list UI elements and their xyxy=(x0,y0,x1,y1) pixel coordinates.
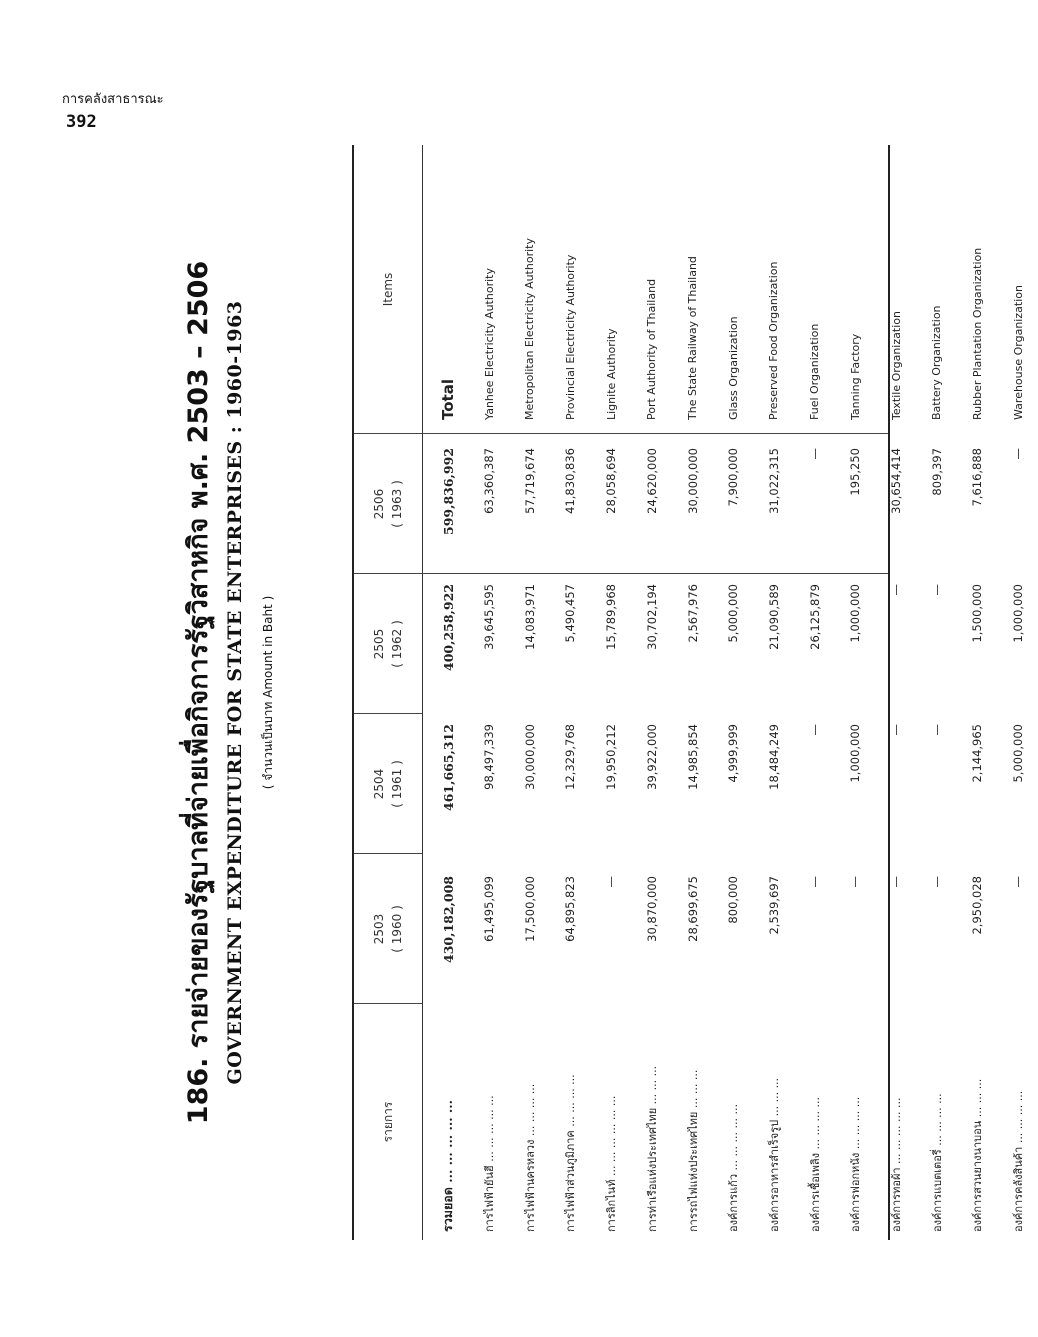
column-header-items-english xyxy=(354,145,422,434)
value-cell: 64,895,823 xyxy=(563,876,578,942)
column-header-year-be: 2504 xyxy=(372,768,386,800)
value-cell: 24,620,000 xyxy=(644,448,659,514)
table-row xyxy=(713,145,754,1240)
row-label-english: Preserved Food Organization xyxy=(767,261,781,420)
value-cell: 12,329,768 xyxy=(563,724,578,790)
row-label-thai: การรถไฟแห่งประเทศไทย ... ... ... xyxy=(686,1069,700,1232)
row-label-thai: องค์การเชื้อเพลิง ... ... ... ... xyxy=(808,1097,822,1232)
value-cell: 2,539,697 xyxy=(766,876,781,935)
column-header-label: Items xyxy=(381,272,395,307)
table-titles xyxy=(176,145,341,1240)
value-cell: 1,000,000 xyxy=(1011,584,1026,643)
table-row xyxy=(632,145,673,1240)
row-label-english: Glass Organization xyxy=(726,316,740,420)
column-header-1963 xyxy=(354,434,422,574)
value-cell: 30,702,194 xyxy=(644,584,659,650)
value-cell: 57,719,674 xyxy=(522,448,537,514)
value-cell: 5,000,000 xyxy=(1011,724,1026,783)
value-cell: 31,022,315 xyxy=(766,448,781,514)
expenditure-table xyxy=(352,145,1026,1240)
value-cell: 30,870,000 xyxy=(644,876,659,942)
table-unit-note: ( จำนวนเป็นบาท Amount in Baht ) xyxy=(261,595,275,790)
value-cell: — xyxy=(889,876,904,888)
column-divider xyxy=(354,1003,422,1004)
value-cell: 14,083,971 xyxy=(522,584,537,650)
table-row xyxy=(957,145,998,1240)
value-cell: — xyxy=(889,724,904,736)
column-header-year-ad: ( 1962 ) xyxy=(390,620,404,668)
value-cell: 63,360,387 xyxy=(482,448,497,514)
table-row xyxy=(916,145,957,1240)
value-cell: 14,985,854 xyxy=(685,724,700,790)
value-cell: 98,497,339 xyxy=(482,724,497,790)
value-cell: 30,000,000 xyxy=(685,448,700,514)
row-label-thai: การไฟฟ้ายันฮี ... ... ... ... ... xyxy=(483,1095,497,1232)
row-label-thai: การไฟฟ้าส่วนภูมิภาค ... ... ... ... xyxy=(564,1074,578,1232)
page-number: 392 xyxy=(66,112,97,132)
row-label-thai: การท่าเรือแห่งประเทศไทย ... ... ... xyxy=(645,1065,659,1232)
value-cell: 17,500,000 xyxy=(522,876,537,942)
value-cell: — xyxy=(929,876,944,888)
row-label-thai: องค์การแบตเตอรี่ ... ... ... ... xyxy=(930,1093,944,1232)
value-cell: 28,058,694 xyxy=(604,448,619,514)
value-cell: 30,654,414 xyxy=(889,448,904,514)
row-label-english: Rubber Plantation Organization xyxy=(970,247,984,420)
value-cell: 61,495,099 xyxy=(482,876,497,942)
value-cell: 5,000,000 xyxy=(726,584,741,643)
row-label-english: Fuel Organization xyxy=(808,323,822,420)
column-header-year-ad: ( 1960 ) xyxy=(390,905,404,953)
row-label-thai: องค์การสวนยางนาบอน ... ... ... xyxy=(971,1078,985,1232)
row-label-english: Warehouse Organization xyxy=(1011,285,1025,420)
value-cell: — xyxy=(929,584,944,596)
column-header-label: รายการ xyxy=(381,1101,395,1143)
value-cell: — xyxy=(929,724,944,736)
table-row xyxy=(509,145,550,1240)
column-header-1960 xyxy=(354,854,422,1004)
table-row xyxy=(550,145,591,1240)
table-row xyxy=(835,145,876,1240)
value-cell: 1,000,000 xyxy=(848,584,863,643)
value-cell: 461,665,312 xyxy=(440,724,456,811)
row-label-thai: องค์การอาหารสำเร็จรูป ... ... ... xyxy=(767,1077,781,1232)
value-cell: 21,090,589 xyxy=(766,584,781,650)
value-cell: 1,500,000 xyxy=(970,584,985,643)
value-cell: 30,000,000 xyxy=(522,724,537,790)
row-label-english: Metropolitan Electricity Authority xyxy=(523,238,537,420)
value-cell: 28,699,675 xyxy=(685,876,700,942)
column-header-year-be: 2503 xyxy=(372,913,386,945)
table-row xyxy=(672,145,713,1240)
value-cell: — xyxy=(807,448,822,460)
row-label-english: Total xyxy=(439,379,458,420)
value-cell: 599,836,992 xyxy=(440,448,456,535)
table-row-total xyxy=(428,145,469,1240)
value-cell: — xyxy=(1011,448,1026,460)
column-divider xyxy=(354,713,422,714)
value-cell: 809,397 xyxy=(929,448,944,496)
value-cell: 7,616,888 xyxy=(970,448,985,507)
value-cell: — xyxy=(889,584,904,596)
value-cell: 19,950,212 xyxy=(604,724,619,790)
table-row xyxy=(998,145,1038,1240)
table-row xyxy=(754,145,795,1240)
column-header-year-ad: ( 1961 ) xyxy=(390,760,404,808)
value-cell: — xyxy=(604,876,619,888)
row-label-english: Lignite Authority xyxy=(604,328,618,420)
table-row xyxy=(469,145,510,1240)
row-label-thai: องค์การทอผ้า ... ... ... ... ... xyxy=(890,1097,904,1232)
page-header: การคลังสาธารณะ xyxy=(62,92,164,107)
row-label-english: Battery Organization xyxy=(930,305,944,420)
value-cell: 2,144,965 xyxy=(970,724,985,783)
table-row xyxy=(591,145,632,1240)
value-cell: — xyxy=(1011,876,1026,888)
value-cell: — xyxy=(848,876,863,888)
value-cell: 400,258,922 xyxy=(440,584,456,671)
value-cell: 4,999,999 xyxy=(726,724,741,783)
value-cell: 430,182,008 xyxy=(440,876,456,963)
table-title-thai: 186. รายจ่ายของรัฐบาลที่จ่ายเพื่อกิจการรัฐวิสาหกิจ พ.ศ. 2503 – 2506 xyxy=(183,260,214,1125)
row-label-english: The State Railway of Thailand xyxy=(686,256,700,420)
row-label-thai: รวมยอด ... ... ... ... ... xyxy=(440,1100,456,1232)
value-cell: 195,250 xyxy=(848,448,863,496)
row-label-english: Tanning Factory xyxy=(848,333,862,420)
column-header-1961 xyxy=(354,714,422,854)
value-cell: — xyxy=(807,876,822,888)
column-header-year-be: 2505 xyxy=(372,628,386,660)
value-cell: 2,950,028 xyxy=(970,876,985,935)
value-cell: 2,567,976 xyxy=(685,584,700,643)
value-cell: — xyxy=(807,724,822,736)
row-label-thai: การไฟฟ้านครหลวง ... ... ... ... xyxy=(523,1083,537,1232)
row-label-english: Provincial Electricity Authority xyxy=(563,254,577,420)
row-label-thai: องค์การฟอกหนัง ... ... ... ... xyxy=(849,1096,863,1232)
value-cell: 26,125,879 xyxy=(807,584,822,650)
value-cell: 39,645,595 xyxy=(482,584,497,650)
row-label-english: Yanhee Electricity Authority xyxy=(482,268,496,420)
value-cell: 5,490,457 xyxy=(563,584,578,643)
row-label-thai: การลิกไนท์ ... ... ... ... ... ... xyxy=(605,1095,619,1232)
column-header-year-ad: ( 1963 ) xyxy=(390,480,404,528)
rotated-table-block xyxy=(176,145,1026,1240)
row-label-thai: องค์การคลังสินค้า ... ... ... ... xyxy=(1012,1090,1026,1232)
table-row xyxy=(794,145,835,1240)
header-rule xyxy=(422,145,423,1240)
value-cell: 800,000 xyxy=(726,876,741,924)
column-header-1962 xyxy=(354,574,422,714)
value-cell: 39,922,000 xyxy=(644,724,659,790)
value-cell: 18,484,249 xyxy=(766,724,781,790)
column-header-items-thai xyxy=(354,1004,422,1240)
value-cell: 7,900,000 xyxy=(726,448,741,507)
row-label-thai: องค์การแก้ว ... ... ... ... ... xyxy=(727,1104,741,1232)
column-divider xyxy=(354,853,422,854)
column-header-year-be: 2506 xyxy=(372,488,386,520)
value-cell: 1,000,000 xyxy=(848,724,863,783)
table-row xyxy=(876,145,917,1240)
row-label-english: Textile Organization xyxy=(889,311,903,420)
value-cell: 15,789,968 xyxy=(604,584,619,650)
table-title-english: GOVERNMENT EXPENDITURE FOR STATE ENTERPRISES : 1960-1963 xyxy=(224,300,246,1085)
value-cell: 41,830,836 xyxy=(563,448,578,514)
row-label-english: Port Authority of Thailand xyxy=(645,278,659,420)
